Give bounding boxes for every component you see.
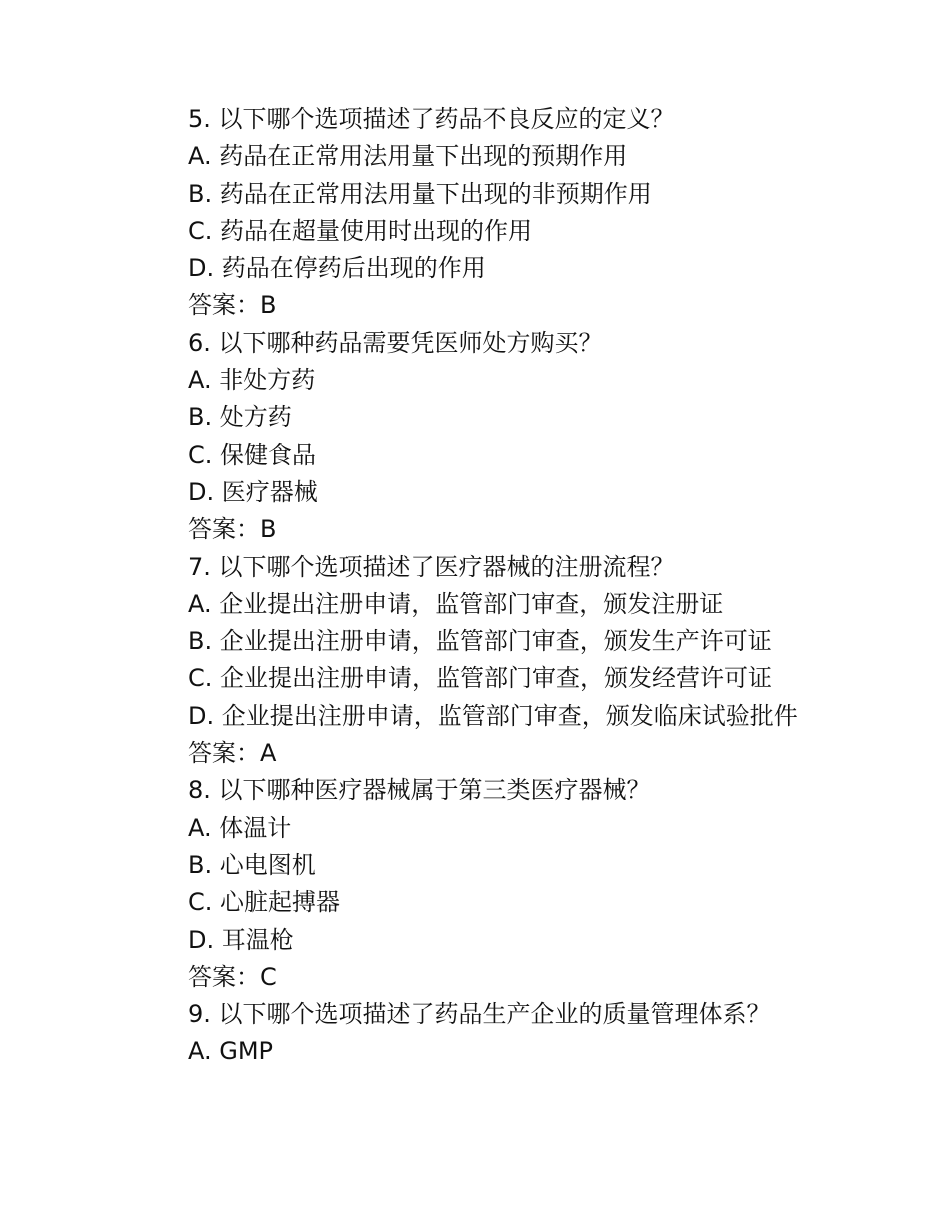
option-text: A. 企业提出注册申请，监管部门审查，颁发注册证 — [188, 589, 724, 618]
question-text: 7. 以下哪个选项描述了医疗器械的注册流程？ — [188, 552, 675, 581]
option-text: A. GMP — [188, 1037, 274, 1066]
option-text: C. 企业提出注册申请，监管部门审查，颁发经营许可证 — [188, 664, 773, 693]
option-text: B. 心电图机 — [188, 850, 316, 879]
option-text: C. 药品在超量使用时出现的作用 — [188, 216, 533, 245]
option-text: D. 企业提出注册申请，监管部门审查，颁发临床试验批件 — [188, 701, 798, 730]
option-text: D. 药品在停药后出现的作用 — [188, 254, 486, 283]
option-text: A. 非处方药 — [188, 366, 316, 395]
question-text: 8. 以下哪种医疗器械属于第三类医疗器械？ — [188, 776, 651, 805]
option-text: A. 药品在正常用法用量下出现的预期作用 — [188, 142, 628, 171]
question-list — [140, 101, 800, 1071]
option-text: C. 保健食品 — [188, 440, 317, 469]
option-text: B. 企业提出注册申请，监管部门审查，颁发生产许可证 — [188, 627, 772, 656]
answer-text: 答案：B — [188, 515, 277, 544]
option-text: B. 药品在正常用法用量下出现的非预期作用 — [188, 179, 652, 208]
option-text: A. 体温计 — [188, 813, 292, 842]
answer-text: 答案：B — [188, 291, 277, 320]
answer-text: 答案：C — [188, 962, 277, 991]
question-text: 5. 以下哪个选项描述了药品不良反应的定义？ — [188, 105, 675, 133]
option-text: D. 耳温枪 — [188, 925, 294, 954]
question-text: 6. 以下哪种药品需要凭医师处方购买？ — [188, 328, 603, 357]
answer-text: 答案：A — [188, 739, 277, 768]
option-text: D. 医疗器械 — [188, 477, 318, 506]
option-text: C. 心脏起搏器 — [188, 888, 341, 917]
option-text: B. 处方药 — [188, 403, 292, 432]
question-text: 9. 以下哪个选项描述了药品生产企业的质量管理体系？ — [188, 1000, 771, 1029]
